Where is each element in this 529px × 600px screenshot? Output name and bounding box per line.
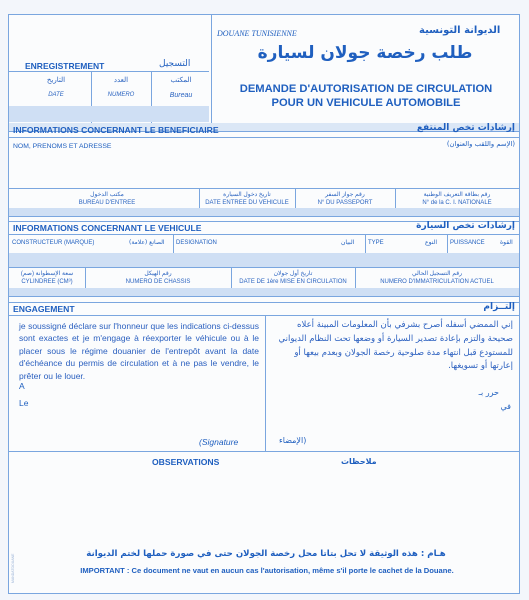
cylinder-fr: CYLINDREE (CM³) <box>21 279 73 285</box>
reg-bureau-ar: المكتب <box>170 77 192 84</box>
name-address-label-ar: (الإسم واللقب والعنوان) <box>446 140 515 148</box>
reg-number-fr: NUMERO <box>107 92 135 98</box>
douane-name-fr: DOUANE TUNISIENNE <box>217 29 297 38</box>
registration-title-fr: ENREGISTREMENT <box>25 61 105 71</box>
reg-date-ar: التاريخ <box>46 77 66 84</box>
type-fr: TYPE <box>368 240 384 246</box>
registration-value-band <box>9 106 209 122</box>
vehicle-title-fr: INFORMATIONS CONCERNANT LE VEHICULE <box>13 223 202 233</box>
observations-title-ar: ملاحظات <box>341 457 377 466</box>
engagement-text-fr: je soussigné déclare sur l'honneur que les indications ci-dessus sont exactes et je m'engage à réexporter le véhicule ou à le placer sous le régime douanier de l'entrepôt avant la date d'échéance du permis de circulation et à ne pas le vendre, le prêter ou le louer. <box>19 321 259 381</box>
entry-office-fr: BUREAU D'ENTREE <box>78 200 136 206</box>
form-title-fr-line2: POUR UN VEHICULE AUTOMOBILE <box>271 97 461 109</box>
observations-title-fr: OBSERVATIONS <box>152 457 220 467</box>
reg-number-ar: العدد <box>113 77 129 84</box>
side-code: MANDATDOUANE <box>11 553 15 583</box>
registration-number-ar: رقم التسجيل الحالي <box>411 271 462 277</box>
engagement-title-fr: ENGAGEMENT <box>13 304 75 314</box>
form-title-ar: طلب رخصة جولان لسيارة <box>257 43 473 63</box>
first-circulation-ar: تاريخ أول جولان <box>273 271 313 277</box>
douane-name-ar: الديوانة التونسية <box>419 25 501 36</box>
beneficiary-title-ar: إرشادات تخص المنتفع <box>416 123 515 133</box>
passport-ar: رقم جواز السفر <box>325 192 365 198</box>
designation-ar: البيان <box>341 239 355 246</box>
entry-date-fr: DATE ENTREE DU VEHICULE <box>205 200 289 206</box>
signature-label-fr: (Signature <box>199 437 239 447</box>
beneficiary-title-fr: INFORMATIONS CONCERNANT LE BENEFICIAIRE <box>13 125 219 135</box>
designation-fr: DESIGNATION <box>176 240 217 246</box>
form-title-fr-line1: DEMANDE D'AUTORISATION DE CIRCULATION <box>239 83 493 95</box>
important-note-fr: IMPORTANT : Ce document ne vaut en aucun cas l'autorisation, même s'il porte le cachet de la Douane. <box>80 566 454 575</box>
registration-rule <box>9 71 209 72</box>
chassis-fr: NUMERO DE CHASSIS <box>125 279 191 285</box>
passport-fr: N° DU PASSEPORT <box>317 200 373 206</box>
place-label-ar: حرر بـ <box>478 388 499 397</box>
engagement-text-ar: إني الممضي أسفله أصرح بشرفي بأن المعلومات المبينة أعلاه صحيحة والتزم بإعادة تصدير السيارة أو وضعها تحت النظام الديواني للمستودع قبل انتهاء مدة صلوحية رخصة الجولان وبعدم بيعها أو إعارتها أو تسويغها. <box>278 320 513 372</box>
manufacturer-ar: الصانع (علامة) <box>129 239 165 246</box>
power-fr: PUISSANCE <box>450 240 485 246</box>
national-id-fr: N° de la C. I. NATIONALE <box>422 200 492 206</box>
customs-form <box>8 14 520 594</box>
date-label: Le <box>19 398 29 408</box>
vehicle-title-ar: إرشادات تخص السيارة <box>416 221 515 231</box>
entry-office-ar: مكتب الدخول <box>90 192 124 198</box>
cylinder-ar: سعة الإسطوانة (صم) <box>20 271 74 277</box>
first-circulation-fr: DATE DE 1ère MISE EN CIRCULATION <box>239 279 347 285</box>
power-ar: القوة <box>500 239 513 246</box>
registration-title-ar: التسجيل <box>159 59 191 69</box>
national-id-ar: رقم بطاقة التعريف الوطنية <box>423 192 491 198</box>
reg-date-fr: DATE <box>48 92 64 98</box>
chassis-ar: رقم الهيكل <box>144 271 172 277</box>
header-divider <box>211 15 212 131</box>
date-label-ar: في <box>500 402 511 411</box>
signature-label-ar: (الإمضاء <box>279 436 307 445</box>
manufacturer-fr: CONSTRUCTEUR (MARQUE) <box>12 240 95 246</box>
important-note-ar: هـام : هذه الوثيقة لا تحل بتاتا محل رخصة الجولان حتى في صورة حملها لختم الديوانة <box>86 549 446 559</box>
registration-number-fr: NUMERO D'IMMATRICULATION ACTUEL <box>380 279 494 285</box>
entry-date-ar: تاريخ دخول السيارة <box>223 192 271 198</box>
name-address-label-fr: NOM, PRENOMS ET ADRESSE <box>13 143 112 150</box>
type-ar: النوع <box>425 239 437 246</box>
place-label: A <box>19 381 25 391</box>
reg-bureau-fr: Bureau <box>169 92 193 99</box>
engagement-title-ar: إلتــزام <box>483 302 515 312</box>
